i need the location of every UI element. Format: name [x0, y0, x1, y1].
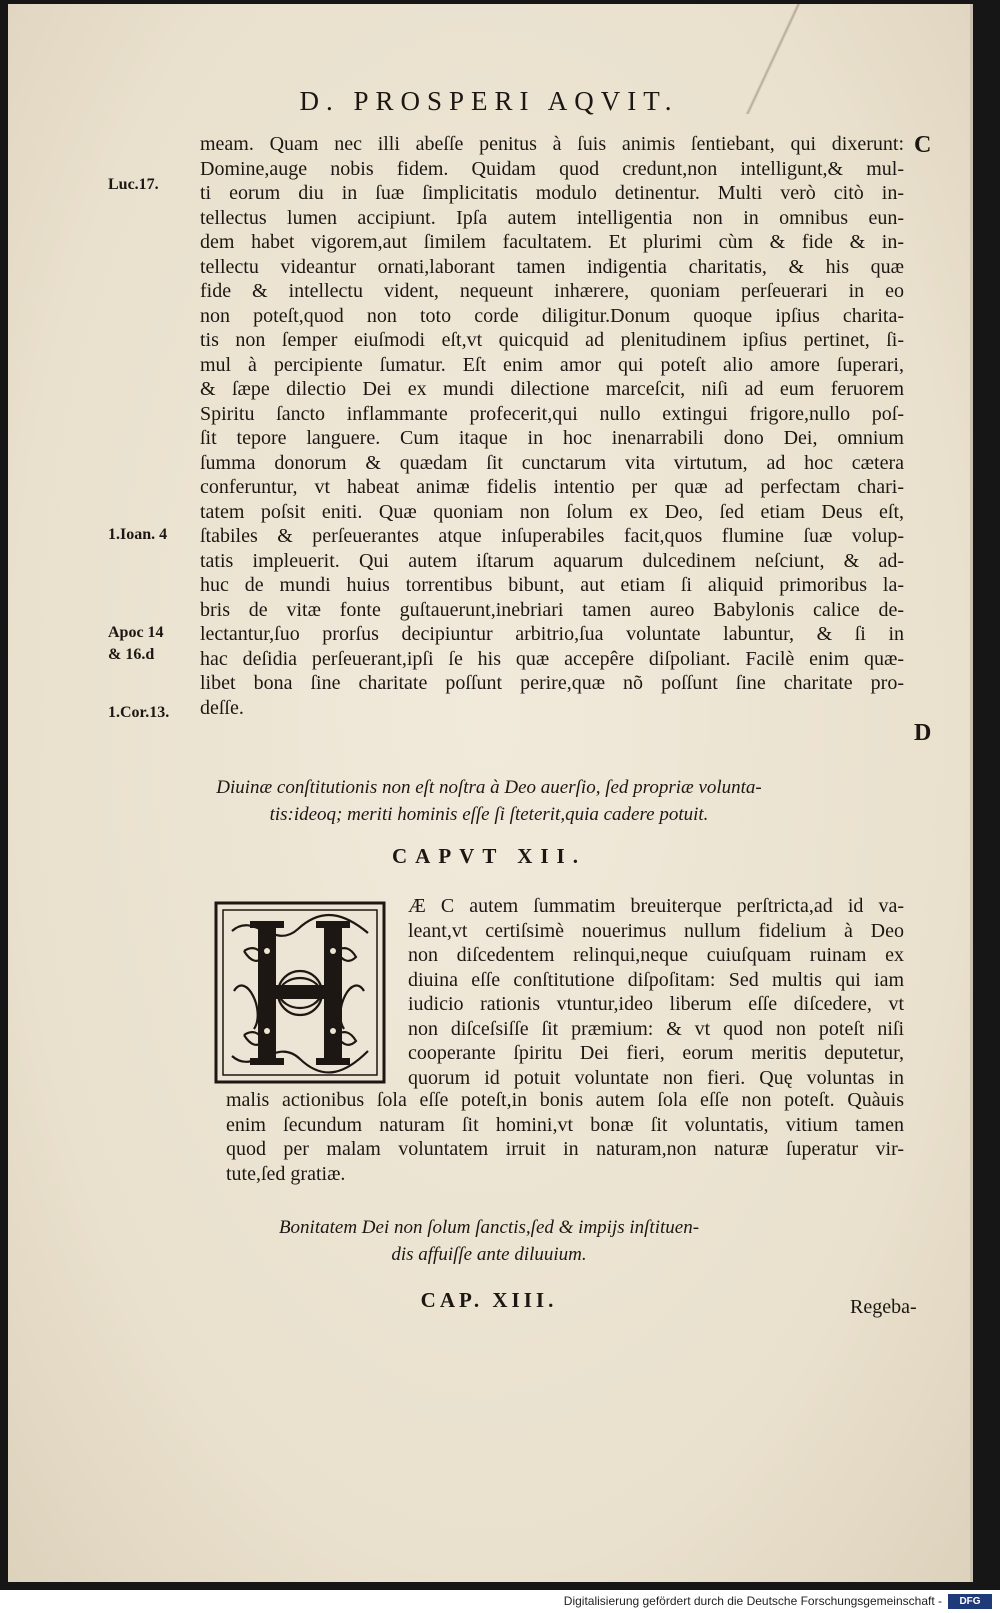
catchword: Regeba- [850, 1296, 917, 1318]
text-line: tute,ſed gratiæ. [226, 1162, 346, 1185]
margin-note-apoc-2: & 16.d [108, 646, 155, 663]
text-line: non poteſt,quod non toto corde diligitur.Donum quoque ipſius charita- [200, 304, 904, 327]
text-line: fide & intellectu vident, nequeunt inhærere, quoniam perſeuerari in eo [200, 280, 904, 302]
text-line: dem habet vigorem,aut ſimilem facultatem. Et plurimi cùm & fide & in- [200, 231, 904, 253]
decorated-initial-h [214, 901, 386, 1084]
text-line: tellectus lumen accipiunt. Ipſa autem intelligentia non in omnibus eun- [200, 206, 904, 229]
margin-note-cor: 1.Cor.13. [108, 704, 170, 721]
text-line: tellectu videantur ornati,laborant tamen indigentia charitatis, & his quæ [200, 255, 904, 278]
text-line: tis non ſemper eiuſmodi eſt,vt quicquid ad plenitudinem ipſius pertinet, ſi- [200, 329, 904, 351]
footer-credit: Digitalisierung gefördert durch die Deutsche Forschungsgemeinschaft - [563, 1594, 942, 1608]
text-line: bris de vitæ fonte guſtauerunt,inebriari tamen aureo Babylonis calice de- [200, 598, 904, 621]
chapter-13-heading: CAP. XIII. [420, 1288, 558, 1312]
chapter-13-summary [8, 1214, 970, 1268]
side-letter-d: D [914, 720, 932, 746]
text-line: non diſceſsiſſe ſit præmium: & vt quod non poteſt niſi [408, 1017, 904, 1040]
text-line: quorum id potuit voluntate non fieri. Quę voluntas in [408, 1066, 904, 1089]
chapter-12-text-continued [226, 1088, 904, 1186]
text-line: Domine,auge nobis fidem. Quidam quod credunt,non intelligunt,& mul- [200, 157, 904, 180]
text-line: ſumma donorum & quædam ſit cunctarum vita virtutum, ad hoc cætera [200, 451, 904, 474]
margin-note-luc: Luc.17. [108, 176, 159, 193]
text-line: Spiritu ſancto inflammante profecerit,qui nullo extingui frigore,nullo poſ- [200, 402, 904, 425]
text-line: deſſe. [200, 696, 244, 719]
summary-line: Bonitatem Dei non ſolum ſanctis,ſed & impijs inſtituen- [278, 1217, 700, 1238]
text-line: iudicio rationis vtuntur,ideo liberum eſſe diſcedere, vt [408, 993, 904, 1015]
text-line: quod per malam voluntatem irruit in naturam,non naturæ ſuperatur vir- [226, 1138, 904, 1160]
text-line: & ſæpe dilectio Dei ex mundi dilectione marceſcit, niſi ad eum feruorem [200, 378, 904, 400]
text-line: ſit tepore languere. Cum itaque in hoc inenarrabili dono Dei, omnium [200, 427, 904, 449]
chapter-12-summary [8, 774, 970, 828]
book-page [8, 4, 973, 1582]
side-letter-c: C [914, 132, 932, 158]
digitization-footer [0, 1591, 1000, 1613]
text-line: libet bona ſine charitate poſſunt perire,quæ nõ poſſunt ſine charitate pro- [200, 672, 904, 694]
margin-note-ioan: 1.Ioan. 4 [108, 526, 168, 543]
text-line: conferuntur, vt habeat animæ fidelis intentio per quæ ad perfectam chari- [200, 476, 904, 498]
text-line: lectantur,ſuo prorſus decipiuntur arbitrio,ſua voluntate labuntur, & ſi in [200, 623, 904, 645]
body-text [200, 132, 904, 720]
summary-line: dis affuiſſe ante diluuium. [391, 1244, 587, 1265]
text-line: enim ſecundum naturam ſit homini,vt bonæ ſit voluntatis, vitium tamen [226, 1113, 904, 1136]
text-line: diuina eſſe conſtitutione diſpoſitam: Sed multis qui iam [408, 968, 904, 991]
summary-line: Diuinæ conſtitutionis non eſt noſtra à Deo auerſio, ſed propriæ volunta- [216, 777, 762, 798]
text-line: ti eorum diu in ſuæ ſimplicitatis modulo detinentur. Multi verò citò in- [200, 182, 904, 204]
dfg-logo: DFG [948, 1594, 992, 1609]
text-line: leant,vt certiſsimè nouerimus nullum fidelium à Deo [408, 919, 904, 942]
chapter-12-text [408, 894, 904, 1090]
running-head: D. PROSPERI AQVIT. [299, 86, 679, 116]
text-line: tatem poſsit eniti. Quæ quoniam non ſolum ex Deo, ſed etiam Deus eſt, [200, 500, 904, 523]
text-line: mul à percipiente ſumatur. Eſt enim amor qui poteſt alio amore ſuperari, [200, 353, 904, 376]
text-line: cooperante ſpiritu Dei fieri, eorum meritis deputetur, [408, 1042, 904, 1064]
margin-note-apoc: Apoc 14 [108, 624, 164, 641]
text-line: meam. Quam nec illi abeſſe penitus à ſuis animis ſentiebant, qui dixerunt: [200, 133, 904, 155]
text-line: Æ C autem ſummatim breuiterque perſtricta,ad id va- [408, 895, 904, 917]
text-line: huc de mundi huius torrentibus bibunt, aut etiam ſi aliquid primoribus la- [200, 574, 904, 596]
summary-line: tis:ideoq; meriti hominis eſſe ſi ſteterit,quia cadere potuit. [269, 804, 709, 825]
chapter-12-heading: CAPVT XII. [392, 844, 586, 868]
text-line: non diſcedentem relinqui,neque cuiuſquam ruinam ex [408, 944, 904, 966]
text-line: ſtabiles & perſeuerantes atque inſuperabiles facit,quos flumine ſuæ volup- [200, 525, 904, 547]
text-line: tatis impleuerit. Qui autem iſtarum aquarum dulcedinem neſciunt, & ad- [200, 549, 904, 572]
text-line: malis actionibus ſola eſſe poteſt,in bonis autem ſola eſſe non poteſt. Quàuis [226, 1089, 904, 1111]
text-line: hac deſidia perſeuerant,ipſi ſe his quæ accepêre diſpoliant. Facilè enim quæ- [200, 647, 904, 670]
